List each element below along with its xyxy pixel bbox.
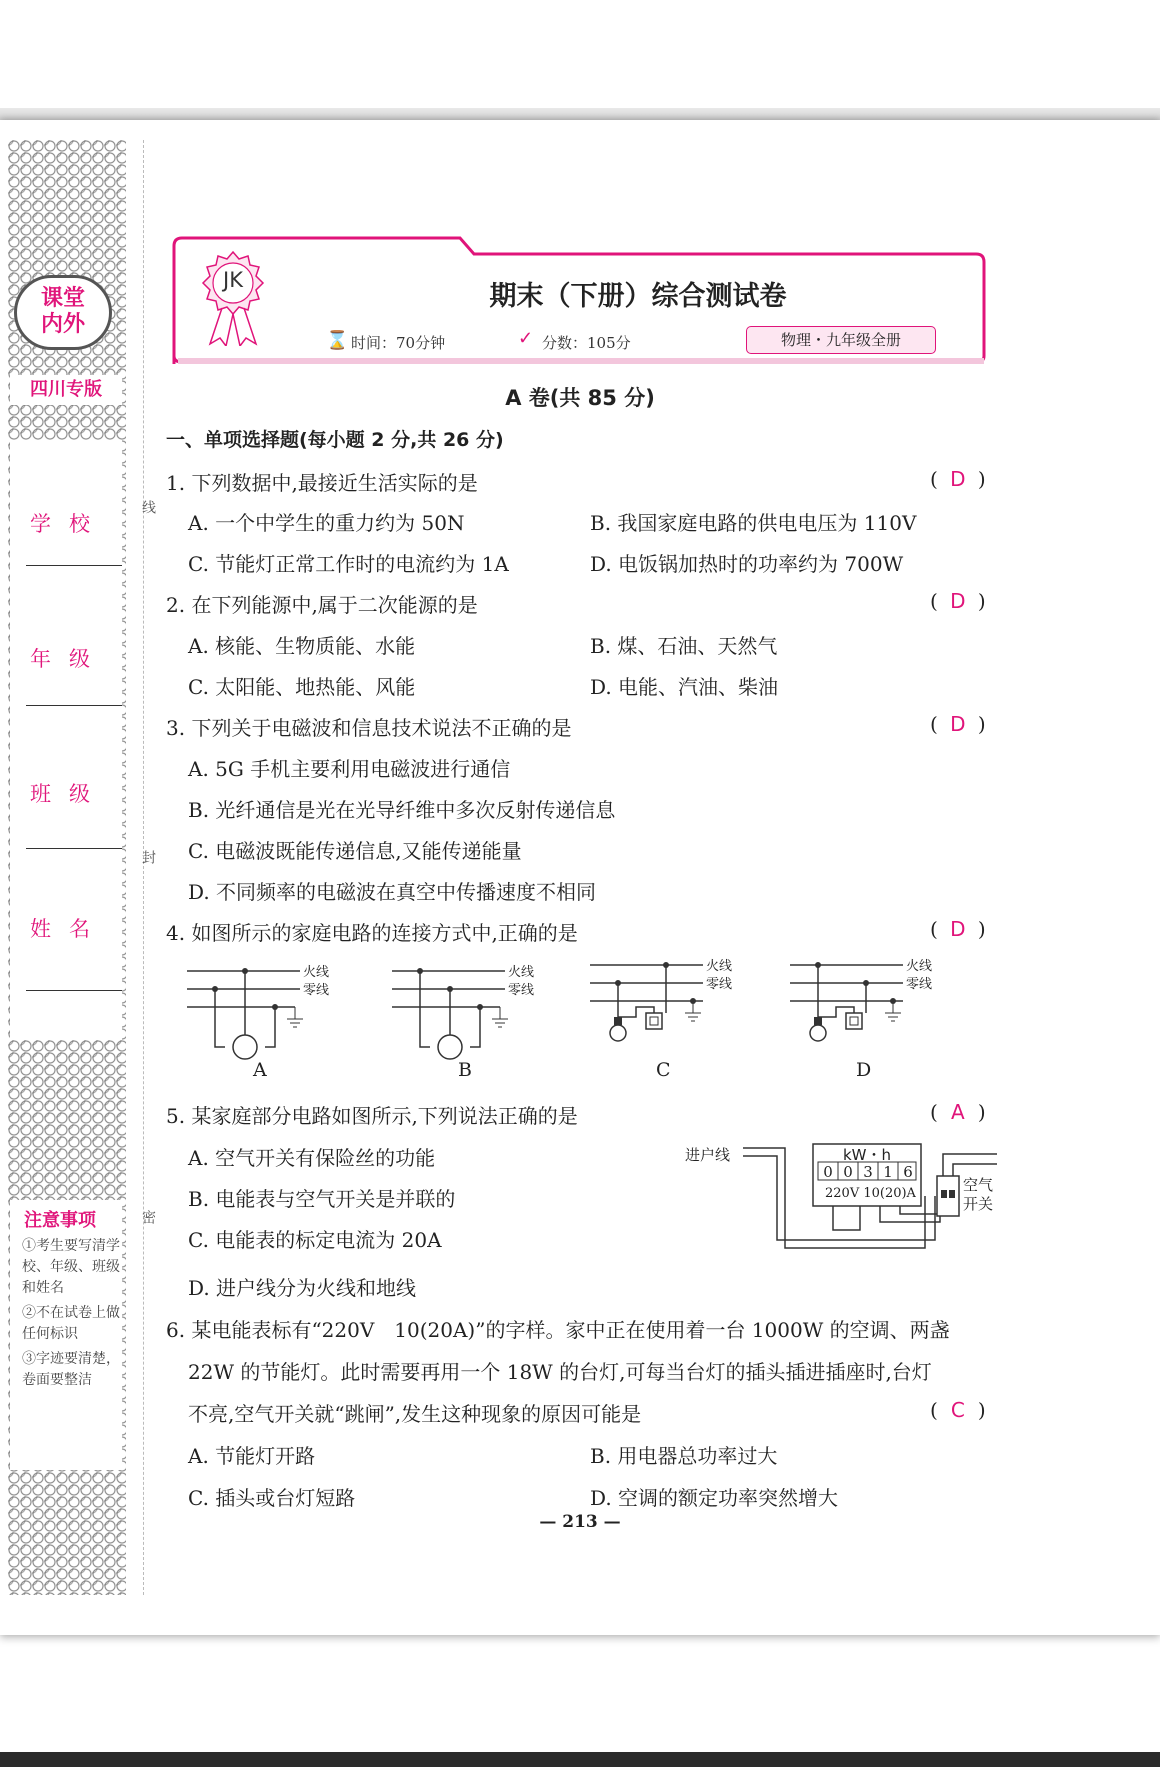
meter-diagram: [685, 1140, 997, 1250]
option: B. 电能表与空气开关是并联的: [188, 1187, 456, 1211]
notes-title: 注意事项: [24, 1210, 96, 1231]
cut-label: 封: [140, 850, 156, 864]
bracket: ): [977, 589, 986, 613]
answer-box: [930, 467, 986, 491]
meter-digit: 1: [883, 1163, 893, 1181]
answer-box: [930, 917, 986, 941]
circuit-diagram-b: [390, 955, 555, 1080]
question-stem-line: 6. 某电能表标有“220V 10(20A)”的字样。家中正在使用着一台 1000W 的空调、两盏: [166, 1318, 950, 1342]
answer-value: C: [950, 1398, 965, 1422]
note-item: ②不在试卷上做任何标识: [22, 1305, 120, 1342]
note-item: ③字迹要清楚，卷面要整洁: [22, 1351, 120, 1388]
neutral-wire-label: 零线: [906, 977, 933, 992]
meter-rating: 220V 10(20)A: [825, 1186, 916, 1201]
meter-digit: 6: [903, 1163, 913, 1181]
exam-header: [168, 232, 988, 364]
live-wire-label: 火线: [303, 965, 330, 980]
option: B. 煤、石油、天然气: [590, 634, 778, 658]
answer-box: [930, 712, 986, 736]
field-school: 学校: [30, 512, 108, 536]
student-info-box: [10, 440, 122, 1040]
meter-digit: 0: [843, 1163, 853, 1181]
question-stem-line: 22W 的节能灯。此时需要再用一个 18W 的台灯,可每当台灯的插头插进插座时,台灯: [188, 1360, 932, 1384]
option: B. 用电器总功率过大: [590, 1444, 778, 1468]
neutral-wire-label: 零线: [706, 977, 733, 992]
option: D. 空调的额定功率突然增大: [590, 1486, 839, 1510]
bracket: (: [930, 1398, 938, 1422]
option: A. 核能、生物质能、水能: [188, 634, 416, 658]
option: C. 太阳能、地热能、风能: [188, 675, 416, 699]
option: C. 电磁波既能传递信息,又能传递能量: [188, 839, 522, 863]
bracket: ): [977, 917, 986, 941]
inlet-label: 进户线: [685, 1146, 731, 1164]
answer-value: A: [950, 1100, 965, 1124]
question-stem: 4. 如图所示的家庭电路的连接方式中,正确的是: [166, 921, 578, 945]
option: D. 电能、汽油、柴油: [590, 675, 779, 699]
option: C. 节能灯正常工作时的电流约为 1A: [188, 552, 509, 576]
bracket: ): [977, 467, 986, 491]
answer-value: D: [950, 712, 966, 736]
option: B. 我国家庭电路的供电电压为 110V: [590, 511, 917, 535]
cut-label: 密: [140, 1210, 156, 1224]
note-item: ①考生要写清学校、年级、班级和姓名: [22, 1238, 120, 1296]
circuit-diagram-d: [788, 955, 953, 1080]
diagram-label: B: [458, 1059, 472, 1081]
field-line: [26, 848, 122, 849]
exam-time: 时间：70分钟: [351, 334, 446, 352]
question-stem: 3. 下列关于电磁波和信息技术说法不正确的是: [166, 716, 572, 740]
check-circle-icon: ✓: [518, 328, 534, 349]
edition-label: 四川专版: [10, 375, 122, 405]
field-grade: 年级: [30, 647, 108, 671]
option: C. 插头或台灯短路: [188, 1486, 356, 1510]
exam-title: 期末（下册）综合测试卷: [489, 281, 787, 312]
diagram-label: D: [856, 1059, 872, 1081]
bracket: (: [930, 917, 938, 941]
question-stem: 5. 某家庭部分电路如图所示,下列说法正确的是: [166, 1104, 578, 1128]
field-class: 班级: [30, 782, 108, 806]
question-stem: 1. 下列数据中,最接近生活实际的是: [166, 471, 478, 495]
question-stem-line: 不亮,空气开关就“跳闸”,发生这种现象的原因可能是: [188, 1402, 642, 1426]
subject-tag: 物理・九年级全册: [746, 326, 936, 354]
section-title: A 卷(共 85 分): [505, 386, 655, 410]
cut-line: [143, 140, 144, 1595]
logo-line1: 课堂: [40, 286, 85, 311]
meter-unit: kW・h: [843, 1146, 892, 1164]
option: B. 光纤通信是光在光导纤维中多次反射传递信息: [188, 798, 616, 822]
bracket: (: [930, 712, 938, 736]
option: A. 空气开关有保险丝的功能: [188, 1146, 436, 1170]
field-line: [26, 990, 122, 991]
option: D. 进户线分为火线和地线: [188, 1276, 417, 1300]
field-line: [26, 705, 122, 706]
meter-digit: 3: [863, 1163, 873, 1181]
option: C. 电能表的标定电流为 20A: [188, 1228, 442, 1252]
option: A. 5G 手机主要利用电磁波进行通信: [188, 757, 511, 781]
answer-value: D: [950, 589, 966, 613]
option: D. 电饭锅加热时的功率约为 700W: [590, 552, 904, 576]
bracket: ): [977, 1100, 986, 1124]
switch-label-1: 空气: [963, 1176, 994, 1194]
circuit-diagram-a: [185, 955, 350, 1080]
diagram-label: C: [656, 1059, 671, 1081]
live-wire-label: 火线: [706, 959, 733, 974]
part-title: 一、单项选择题(每小题 2 分,共 26 分): [166, 429, 504, 451]
field-line: [26, 565, 122, 566]
bracket: ): [977, 1398, 986, 1422]
switch-label-2: 开关: [963, 1195, 994, 1213]
page-number: — 213 —: [539, 1512, 621, 1532]
answer-value: D: [950, 917, 966, 941]
option: D. 不同频率的电磁波在真空中传播速度不相同: [188, 880, 597, 904]
option: A. 一个中学生的重力约为 50N: [188, 511, 465, 535]
answer-value: D: [950, 467, 966, 491]
logo-line2: 内外: [40, 312, 85, 337]
bottom-bar: [0, 1752, 1160, 1767]
question-stem: 2. 在下列能源中,属于二次能源的是: [166, 593, 478, 617]
bracket: (: [930, 467, 938, 491]
hourglass-icon: ⌛: [326, 330, 349, 351]
neutral-wire-label: 零线: [508, 983, 535, 998]
exam-score: 分数：105分: [542, 334, 631, 352]
badge-text: JK: [223, 268, 243, 292]
bracket: (: [930, 1100, 938, 1124]
answer-box: [930, 589, 986, 613]
live-wire-label: 火线: [508, 965, 535, 980]
live-wire-label: 火线: [906, 959, 933, 974]
badge-icon: [198, 250, 268, 346]
option: A. 节能灯开路: [188, 1444, 316, 1468]
answer-box: [930, 1100, 986, 1124]
circuit-diagram-c: [588, 955, 753, 1080]
neutral-wire-label: 零线: [303, 983, 330, 998]
notes-box: [10, 1200, 122, 1470]
cut-label: 线: [140, 500, 156, 514]
bracket: (: [930, 589, 938, 613]
brand-logo: [14, 275, 112, 350]
bracket: ): [977, 712, 986, 736]
field-name: 姓名: [30, 917, 108, 941]
diagram-label: A: [253, 1059, 267, 1081]
meter-digit: 0: [823, 1163, 833, 1181]
answer-box: [930, 1398, 986, 1422]
